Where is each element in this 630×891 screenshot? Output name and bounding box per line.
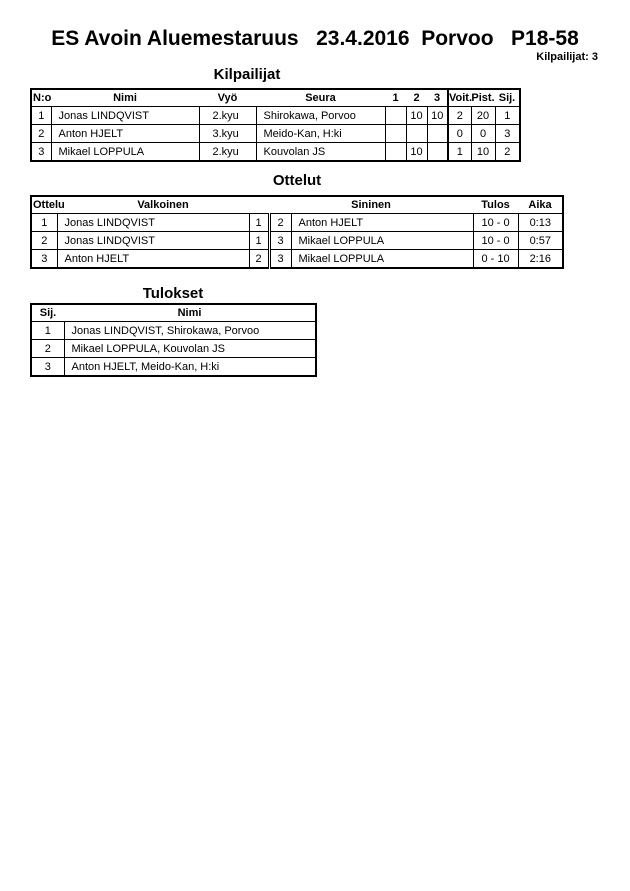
cell-round1	[385, 107, 406, 125]
cell-round2	[406, 125, 427, 143]
cell-time: 0:13	[518, 214, 563, 232]
result-row	[31, 340, 316, 358]
cell-place: 2	[31, 340, 64, 358]
match-row	[31, 250, 563, 269]
competitors-count: Kilpailijat: 3	[536, 51, 598, 63]
cell-blue-no: 3	[269, 232, 291, 250]
cell-rank: 2	[495, 143, 520, 162]
cell-name: Jonas LINDQVIST	[51, 107, 199, 125]
cell-white-no: 1	[249, 214, 269, 232]
results-heading: Tulokset	[142, 285, 204, 302]
cell-points: 10	[471, 143, 495, 162]
competitors-heading: Kilpailijat	[213, 66, 281, 83]
col-header-rank: Sij.	[495, 89, 520, 107]
cell-time: 2:16	[518, 250, 563, 269]
cell-name: Mikael LOPPULA	[51, 143, 199, 162]
cell-wins: 2	[448, 107, 471, 125]
col-header-result: Tulos	[473, 196, 518, 214]
col-header-white: Valkoinen	[57, 196, 269, 214]
cell-round3	[427, 143, 448, 162]
cell-no: 2	[31, 125, 51, 143]
cell-round2: 10	[406, 107, 427, 125]
cell-points: 0	[471, 125, 495, 143]
cell-result: 0 - 10	[473, 250, 518, 269]
cell-blue-no: 3	[269, 250, 291, 269]
col-header-belt: Vyö	[199, 89, 256, 107]
col-header-wins: Voit.	[448, 89, 471, 107]
cell-white-no: 2	[249, 250, 269, 269]
cell-white-no: 1	[249, 232, 269, 250]
cell-club: Meido-Kan, H:ki	[256, 125, 385, 143]
cell-competitor: Anton HJELT, Meido-Kan, H:ki	[64, 358, 316, 377]
cell-place: 3	[31, 358, 64, 377]
cell-competitor: Jonas LINDQVIST, Shirokawa, Porvoo	[64, 322, 316, 340]
cell-white-name: Anton HJELT	[57, 250, 249, 269]
cell-points: 20	[471, 107, 495, 125]
cell-rank: 1	[495, 107, 520, 125]
col-header-blue: Sininen	[269, 196, 473, 214]
competitors-table	[30, 88, 521, 162]
cell-match-no: 1	[31, 214, 57, 232]
result-row	[31, 322, 316, 340]
cell-no: 3	[31, 143, 51, 162]
matches-table	[30, 195, 564, 269]
cell-wins: 0	[448, 125, 471, 143]
cell-round3: 10	[427, 107, 448, 125]
cell-belt: 2.kyu	[199, 107, 256, 125]
cell-club: Kouvolan JS	[256, 143, 385, 162]
matches-header-row	[31, 196, 563, 214]
col-header-place: Sij.	[31, 304, 64, 322]
cell-blue-name: Anton HJELT	[291, 214, 473, 232]
col-header-time: Aika	[518, 196, 563, 214]
cell-round1	[385, 125, 406, 143]
col-header-round1: 1	[385, 89, 406, 107]
col-header-round3: 3	[427, 89, 448, 107]
cell-blue-name: Mikael LOPPULA	[291, 250, 473, 269]
page-title: ES Avoin Aluemestaruus 23.4.2016 Porvoo P18-58	[51, 27, 579, 50]
cell-competitor: Mikael LOPPULA, Kouvolan JS	[64, 340, 316, 358]
cell-round1	[385, 143, 406, 162]
col-header-name: Nimi	[51, 89, 199, 107]
col-header-no: N:o	[31, 89, 51, 107]
cell-club: Shirokawa, Porvoo	[256, 107, 385, 125]
cell-belt: 3.kyu	[199, 125, 256, 143]
col-header-round2: 2	[406, 89, 427, 107]
cell-blue-no: 2	[269, 214, 291, 232]
cell-rank: 3	[495, 125, 520, 143]
cell-white-name: Jonas LINDQVIST	[57, 214, 249, 232]
col-header-name: Nimi	[64, 304, 316, 322]
cell-no: 1	[31, 107, 51, 125]
results-header-row	[31, 304, 316, 322]
cell-time: 0:57	[518, 232, 563, 250]
cell-result: 10 - 0	[473, 232, 518, 250]
cell-belt: 2.kyu	[199, 143, 256, 162]
cell-wins: 1	[448, 143, 471, 162]
cell-name: Anton HJELT	[51, 125, 199, 143]
cell-round2: 10	[406, 143, 427, 162]
competitor-row	[31, 107, 520, 125]
col-header-match-no: Ottelu	[31, 196, 57, 214]
cell-round3	[427, 125, 448, 143]
cell-result: 10 - 0	[473, 214, 518, 232]
cell-white-name: Jonas LINDQVIST	[57, 232, 249, 250]
competitor-row	[31, 143, 520, 162]
matches-heading: Ottelut	[272, 172, 322, 189]
cell-place: 1	[31, 322, 64, 340]
match-row	[31, 214, 563, 232]
col-header-points: Pist.	[471, 89, 495, 107]
col-header-club: Seura	[256, 89, 385, 107]
results-table	[30, 303, 317, 377]
competitor-row	[31, 125, 520, 143]
cell-match-no: 2	[31, 232, 57, 250]
result-row	[31, 358, 316, 377]
cell-blue-name: Mikael LOPPULA	[291, 232, 473, 250]
competitors-header-row	[31, 89, 520, 107]
match-row	[31, 232, 563, 250]
cell-match-no: 3	[31, 250, 57, 269]
